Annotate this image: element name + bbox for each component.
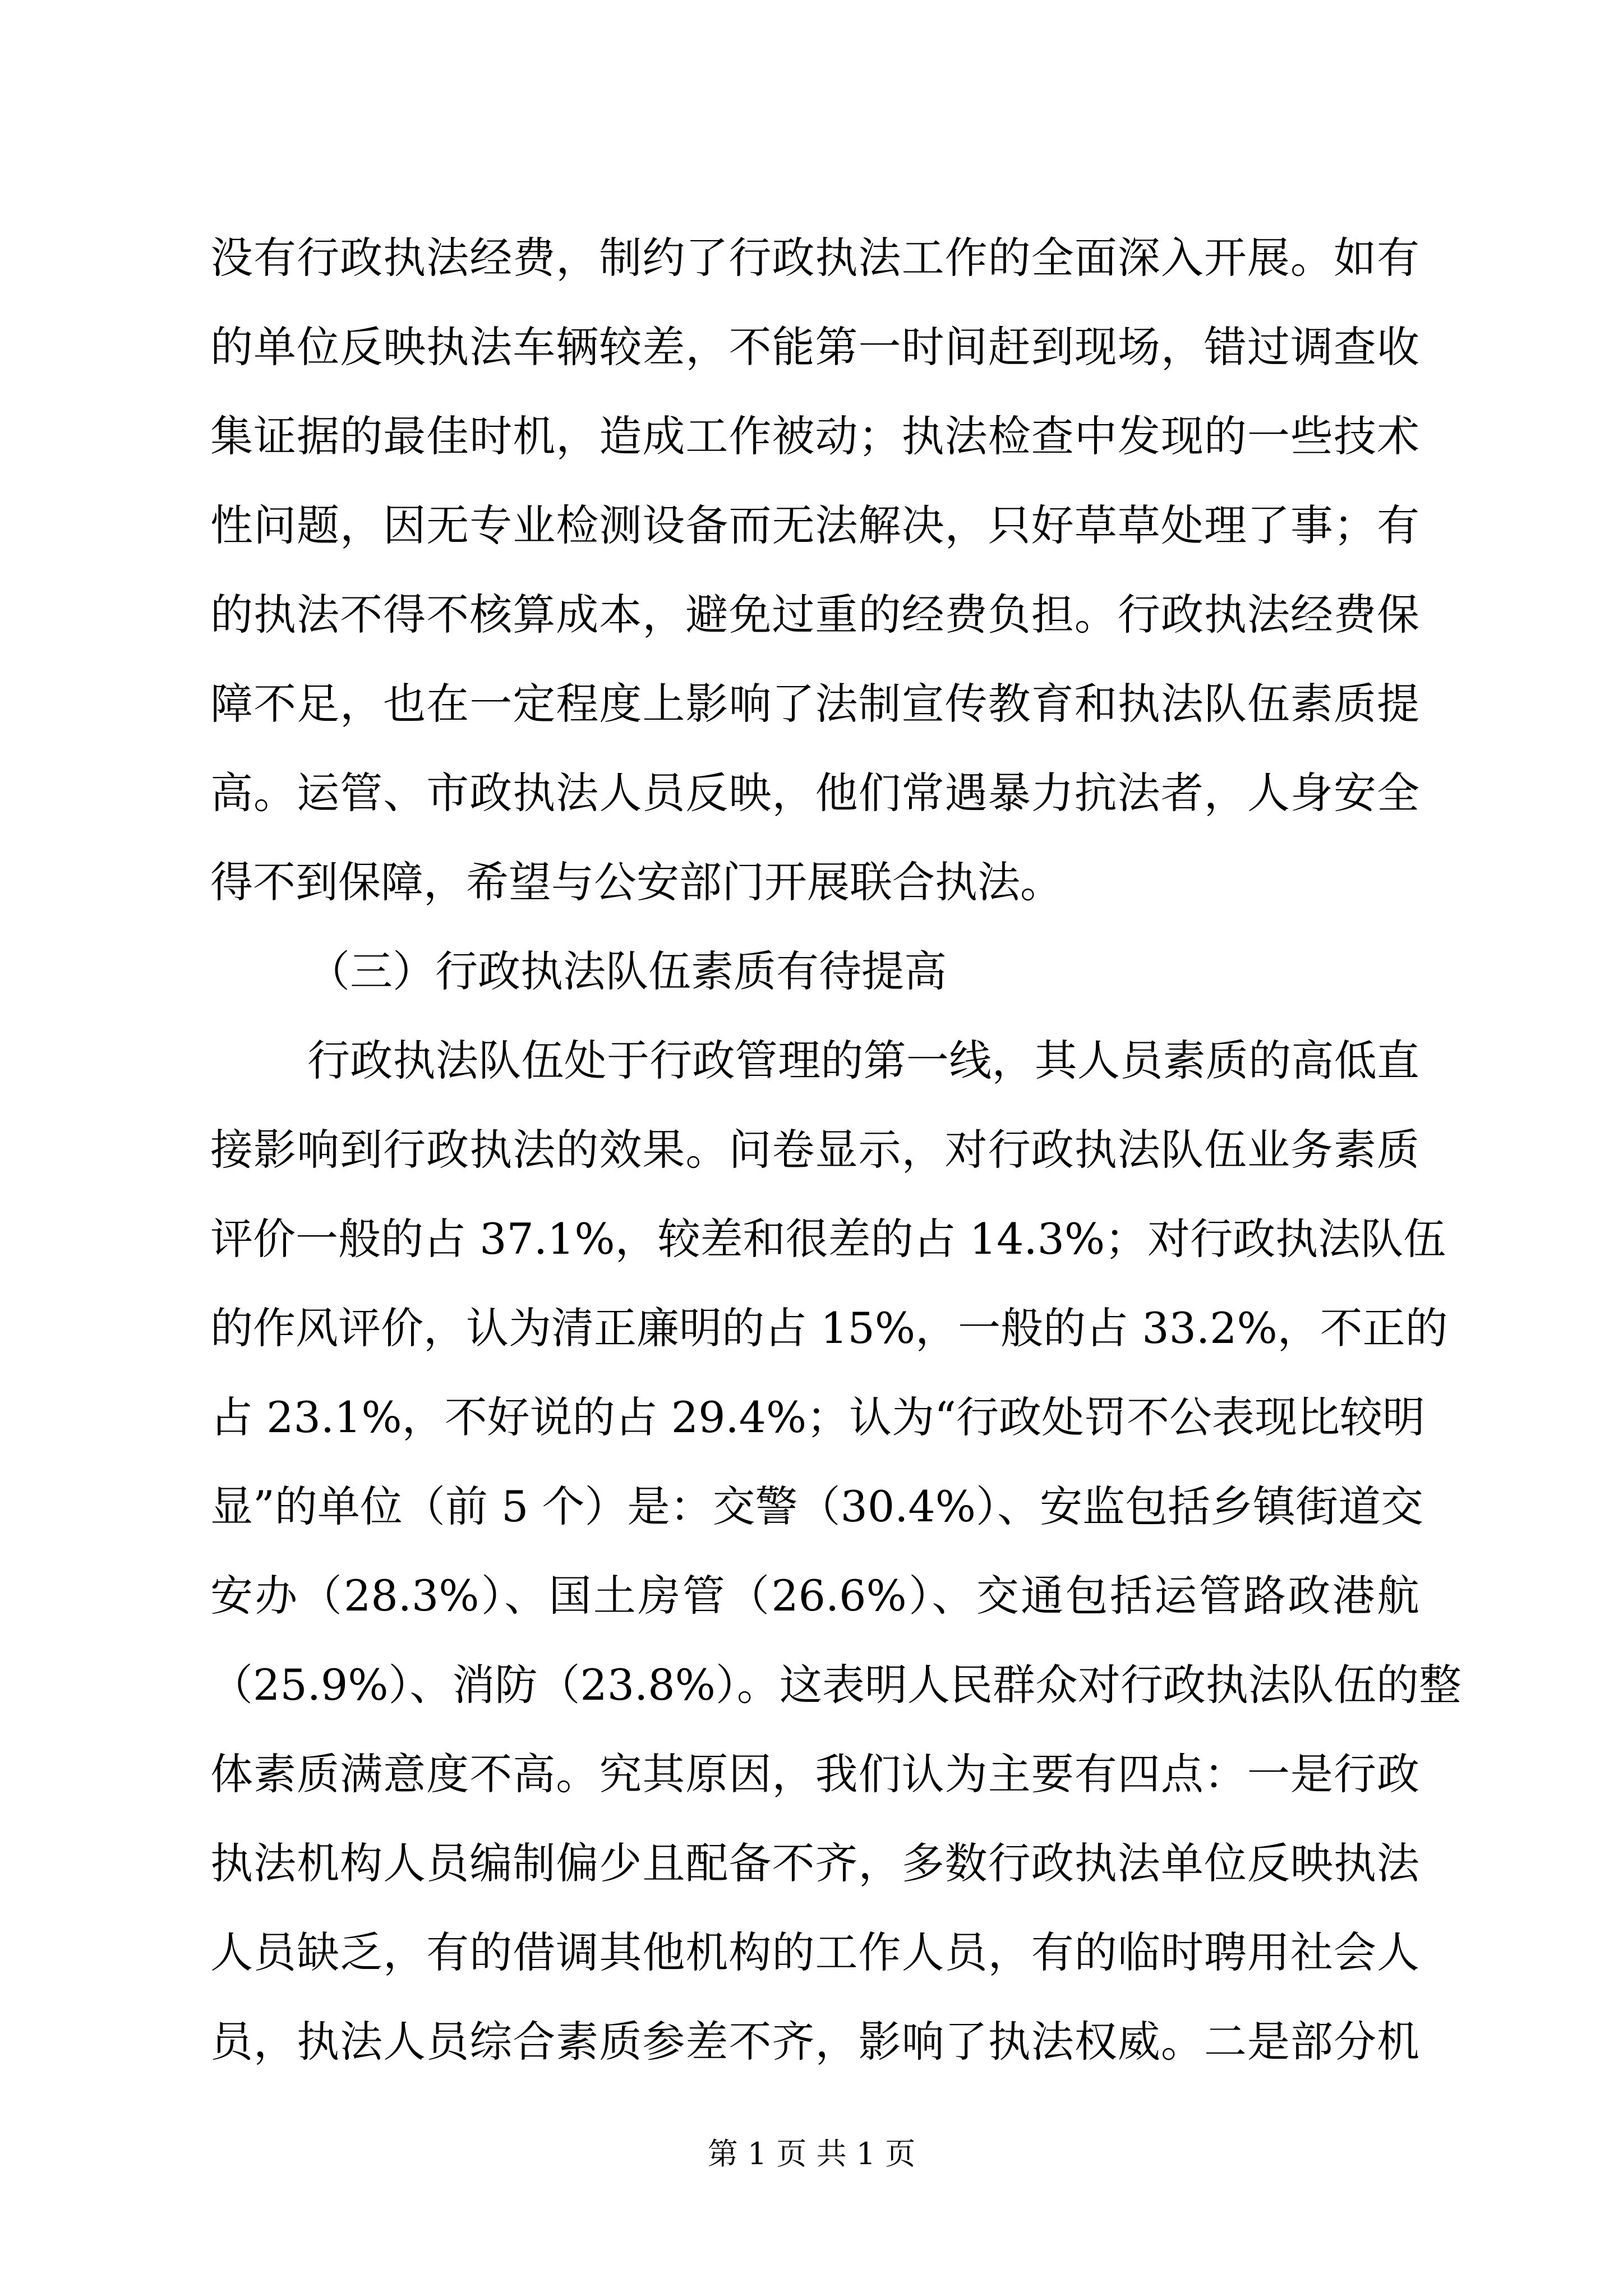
paragraph2-line-12: 员，执法人员综合素质参差不齐，影响了执法权威。二是部分机 xyxy=(210,2017,1419,2067)
page-number-footer: 第 1 页 共 1 页 xyxy=(707,2136,916,2171)
paragraph2-line-2: 接影响到行政执法的效果。问卷显示，对行政执法队伍业务素质 xyxy=(210,1125,1419,1175)
paragraph2-line-8: （25.9%）、消防（23.8%）。这表明人民群众对行政执法队伍的整 xyxy=(210,1660,1461,1710)
paragraph2-line-6: 显”的单位（前 5 个）是：交警（30.4%）、安监包括乡镇街道交 xyxy=(210,1481,1423,1531)
paragraph1-line-1: 没有行政执法经费，制约了行政执法工作的全面深入开展。如有 xyxy=(210,233,1419,283)
paragraph1-line-5: 的执法不得不核算成本，避免过重的经费负担。行政执法经费保 xyxy=(210,590,1419,639)
section-heading: （三）行政执法队伍素质有待提高 xyxy=(307,946,947,996)
paragraph2-line-11: 人员缺乏，有的借调其他机构的工作人员，有的临时聘用社会人 xyxy=(210,1927,1419,1977)
paragraph2-line-10: 执法机构人员编制偏少且配备不齐，多数行政执法单位反映执法 xyxy=(210,1838,1419,1888)
paragraph1-line-6: 障不足，也在一定程度上影响了法制宣传教育和执法队伍素质提 xyxy=(210,679,1419,729)
paragraph1-line-4: 性问题，因无专业检测设备而无法解决，只好草草处理了事；有 xyxy=(210,500,1419,550)
paragraph2-line-3: 评价一般的占 37.1%，较差和很差的占 14.3%；对行政执法队伍 xyxy=(210,1214,1446,1264)
paragraph2-line-9: 体素质满意度不高。究其原因，我们认为主要有四点：一是行政 xyxy=(210,1749,1419,1799)
paragraph1-line-8: 得不到保障，希望与公安部门开展联合执法。 xyxy=(210,857,1063,907)
paragraph1-line-2: 的单位反映执法车辆较差，不能第一时间赶到现场，错过调查收 xyxy=(210,322,1419,372)
paragraph1-line-3: 集证据的最佳时机，造成工作被动；执法检查中发现的一些技术 xyxy=(210,411,1419,461)
paragraph2-line-5: 占 23.1%，不好说的占 29.4%；认为“行政处罚不公表现比较明 xyxy=(210,1392,1426,1442)
paragraph2-line-7: 安办（28.3%）、国土房管（26.6%）、交通包括运管路政港航 xyxy=(210,1571,1419,1621)
paragraph1-line-7: 高。运管、市政执法人员反映，他们常遇暴力抗法者，人身安全 xyxy=(210,768,1419,818)
paragraph2-line-1: 行政执法队伍处于行政管理的第一线，其人员素质的高低直 xyxy=(307,1036,1419,1085)
paragraph2-line-4: 的作风评价，认为清正廉明的占 15%，一般的占 33.2%，不正的 xyxy=(210,1303,1448,1353)
